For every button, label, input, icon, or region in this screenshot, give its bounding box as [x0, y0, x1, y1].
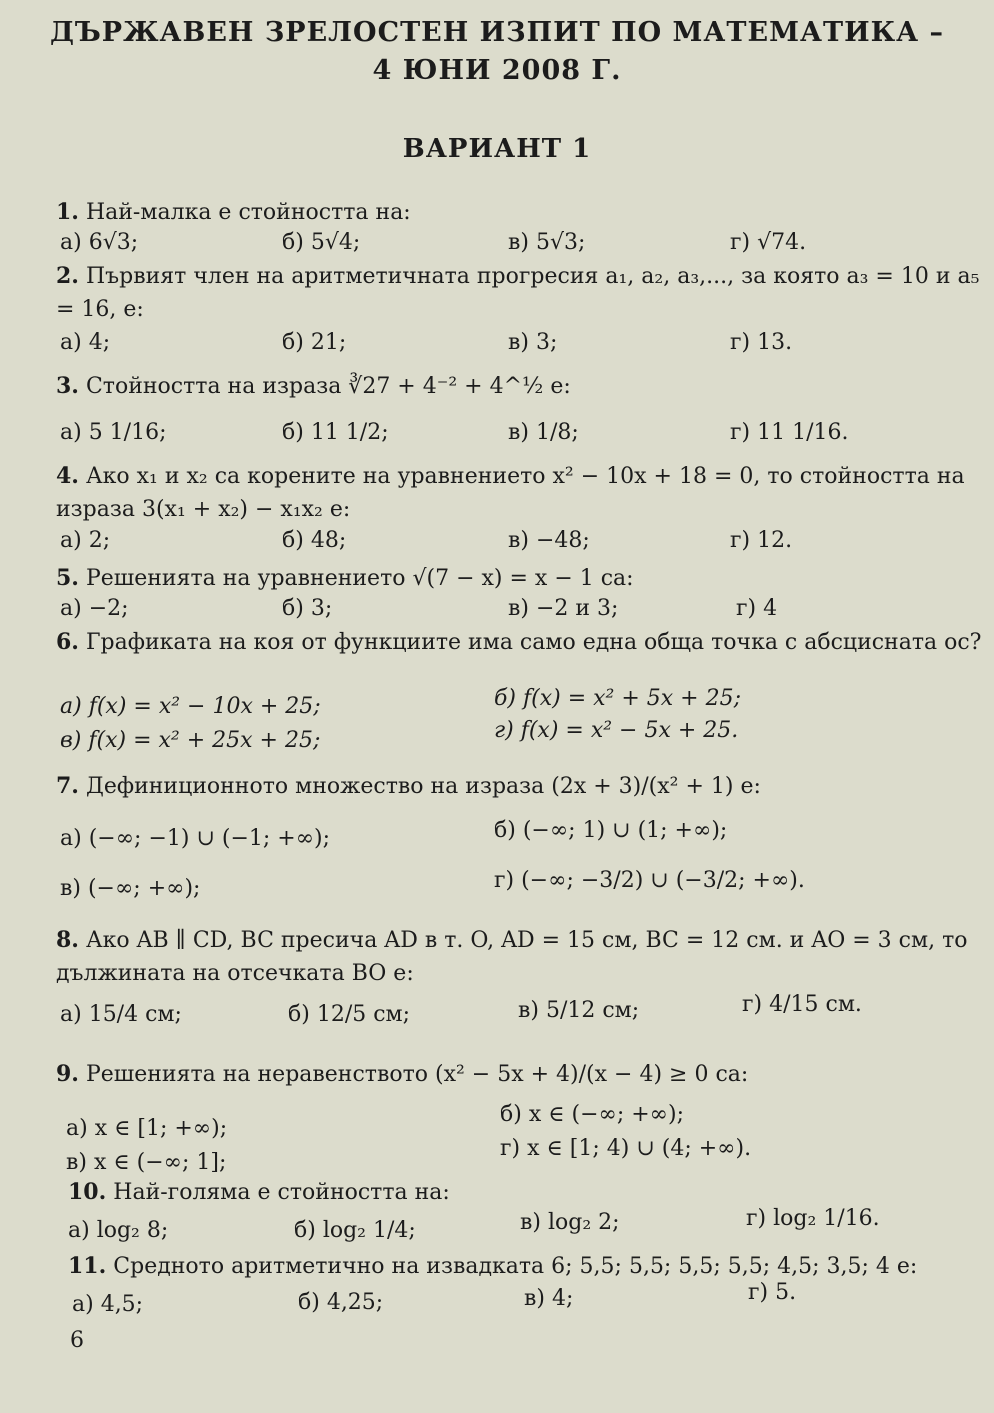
option-a: а) 2;: [60, 528, 111, 553]
option-b: б) 5√4;: [282, 230, 361, 255]
question-text: Дефиниционното множество на израза (2x + 3)/(x² + 1) е:: [85, 774, 761, 799]
variant-title: ВАРИАНТ 1: [402, 134, 592, 164]
option-b: б) 48;: [282, 528, 347, 553]
question-2: 2. Първият член на аритметичната прогресия a₁, a₂, a₃,..., за която a₃ = 10 и a₅ = 16, е:: [56, 263, 980, 322]
option-c: в) (−∞; +∞);: [60, 876, 201, 901]
option-a: а) x ∈ [1; +∞);: [66, 1116, 228, 1141]
option-d: г) 12.: [730, 528, 793, 553]
option-d: г) log₂ 1/16.: [746, 1206, 880, 1231]
option-c: в) f(x) = x² + 25x + 25;: [60, 728, 321, 753]
option-a: а) 4;: [60, 330, 111, 355]
question-3: 3. Стойността на израза ∛27 + 4⁻² + 4^½ е:: [56, 373, 571, 399]
header-line1: ДЪРЖАВЕН ЗРЕЛОСТЕН ИЗПИТ ПО МАТЕМАТИКА –: [49, 17, 945, 48]
option-c: в) −2 и 3;: [508, 596, 619, 621]
page-number: 6: [70, 1328, 84, 1353]
question-text: Средното аритметично на извадката 6; 5,5; 5,5; 5,5; 5,5; 4,5; 3,5; 4 е:: [113, 1254, 918, 1279]
option-a: а) 5 1/16;: [60, 420, 167, 445]
option-d: г) 5.: [748, 1280, 797, 1305]
option-d: г) x ∈ [1; 4) ∪ (4; +∞).: [500, 1136, 752, 1161]
question-7: 7. Дефиниционното множество на израза (2x + 3)/(x² + 1) е:: [56, 773, 761, 799]
option-a: а) 15/4 см;: [60, 1002, 182, 1027]
option-b: б) 11 1/2;: [282, 420, 389, 445]
question-text: Стойността на израза ∛27 + 4⁻² + 4^½ е:: [85, 374, 571, 399]
question-11: 11. Средното аритметично на извадката 6; 5,5; 5,5; 5,5; 5,5; 4,5; 3,5; 4 е:: [68, 1253, 918, 1279]
option-d: г) 4/15 см.: [742, 992, 862, 1017]
option-b: б) 4,25;: [298, 1290, 384, 1315]
question-9: 9. Решенията на неравенството (x² − 5x + 4)/(x − 4) ≥ 0 са:: [56, 1061, 749, 1087]
option-b: б) x ∈ (−∞; +∞);: [500, 1102, 685, 1127]
question-text: Първият член на аритметичната прогресия a₁, a₂, a₃,..., за която a₃ = 10 и a₅ = 16, е:: [56, 264, 980, 322]
option-a: а) −2;: [60, 596, 129, 621]
question-6: 6. Графиката на коя от функциите има само една обща точка с абсцисната ос?: [56, 629, 982, 655]
option-c: в) 1/8;: [508, 420, 579, 445]
option-a: а) log₂ 8;: [68, 1218, 169, 1243]
exam-header: [0, 14, 994, 90]
option-a: а) (−∞; −1) ∪ (−1; +∞);: [60, 826, 331, 851]
option-d: г) 4: [736, 596, 778, 621]
option-a: а) f(x) = x² − 10x + 25;: [60, 694, 321, 719]
option-d: г) 13.: [730, 330, 793, 355]
question-text: Ако AB ∥ CD, BC пресича AD в т. O, AD = 15 см, BC = 12 см. и AO = 3 см, то дължината на отсечката BO е:: [56, 928, 968, 986]
option-b: б) 21;: [282, 330, 347, 355]
question-text: Най-малка е стойността на:: [85, 200, 411, 225]
question-10: 10. Най-голяма е стойността на:: [68, 1179, 450, 1205]
option-d: г) f(x) = x² − 5x + 25.: [494, 718, 739, 743]
option-c: в) x ∈ (−∞; 1];: [66, 1150, 227, 1175]
option-b: б) 12/5 см;: [288, 1002, 411, 1027]
question-8: 8. Ако AB ∥ CD, BC пресича AD в т. O, AD = 15 см, BC = 12 см. и AO = 3 см, то дължината на отсечката BO е:: [56, 927, 968, 986]
question-text: Решенията на неравенството (x² − 5x + 4)/(x − 4) ≥ 0 са:: [85, 1062, 749, 1087]
option-b: б) log₂ 1/4;: [294, 1218, 416, 1243]
option-c: в) log₂ 2;: [520, 1210, 620, 1235]
option-c: в) 5√3;: [508, 230, 586, 255]
option-c: в) 4;: [524, 1286, 574, 1311]
option-b: б) f(x) = x² + 5x + 25;: [494, 686, 742, 711]
question-text: Ако x₁ и x₂ са корените на уравнението x² − 10x + 18 = 0, то стойността на израза 3(x₁ + x₂) − x₁x₂ е:: [56, 464, 965, 522]
option-c: в) −48;: [508, 528, 590, 553]
question-4: 4. Ако x₁ и x₂ са корените на уравнението x² − 10x + 18 = 0, то стойността на израза 3(x₁ + x₂) − x₁x₂ е:: [56, 463, 965, 522]
option-d: г) (−∞; −3/2) ∪ (−3/2; +∞).: [494, 868, 805, 893]
option-a: а) 6√3;: [60, 230, 139, 255]
question-text: Решенията на уравнението √(7 − x) = x − 1 са:: [85, 566, 634, 591]
option-d: г) 11 1/16.: [730, 420, 849, 445]
header-line2: 4 ЮНИ 2008 Г.: [372, 55, 622, 86]
option-c: в) 5/12 см;: [518, 998, 640, 1023]
question-text: Най-голяма е стойността на:: [113, 1180, 450, 1205]
option-d: г) √74.: [730, 230, 807, 255]
question-1: 1. Най-малка е стойността на:: [56, 199, 411, 225]
option-c: в) 3;: [508, 330, 558, 355]
option-a: а) 4,5;: [72, 1292, 144, 1317]
option-b: б) (−∞; 1) ∪ (1; +∞);: [494, 818, 728, 843]
question-5: 5. Решенията на уравнението √(7 − x) = x − 1 са:: [56, 565, 634, 591]
question-text: Графиката на коя от функциите има само една обща точка с абсцисната ос?: [85, 630, 982, 655]
option-b: б) 3;: [282, 596, 333, 621]
